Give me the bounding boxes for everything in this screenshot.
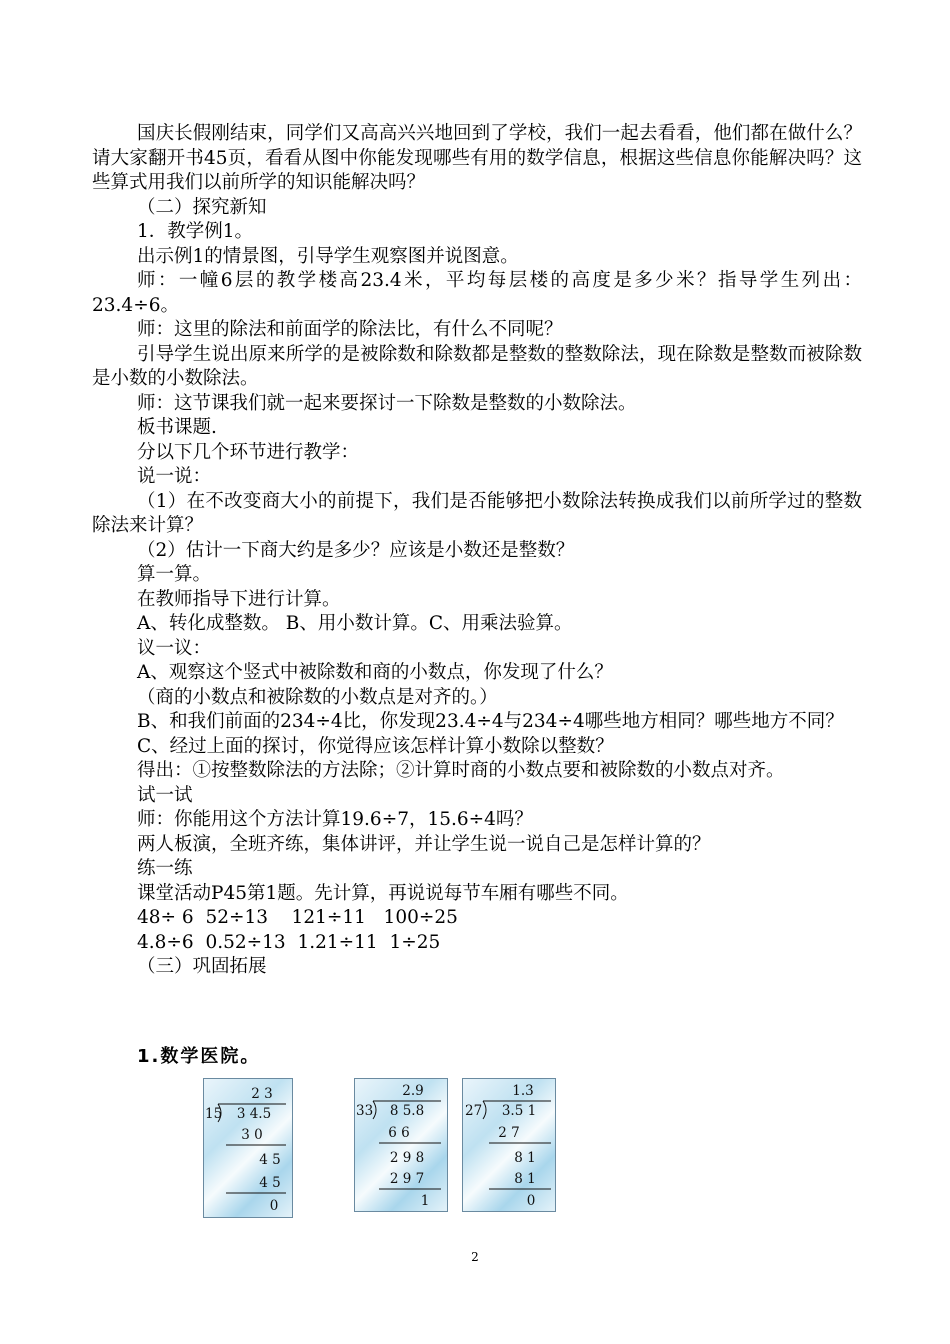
divisor: 15 [205, 1106, 223, 1122]
paragraph: 师：这里的除法和前面学的除法比，有什么不同呢？ [137, 319, 563, 340]
paragraph: A、转化成整数。 B、用小数计算。C、用乘法验算。 [137, 613, 573, 634]
paragraph: （1）在不改变商大小的前提下，我们是否能够把小数除法转换成我们以前所学过的整数除法来计算？ [92, 490, 862, 536]
step-row: 8 1 [514, 1171, 536, 1187]
paragraph: 课堂活动P45第1题。先计算，再说说每节车厢有哪些不同。 [137, 882, 629, 904]
step-row: 2 7 [498, 1125, 520, 1141]
section-heading: （二）探究新知 [137, 196, 267, 218]
step-row: 6 6 [388, 1125, 410, 1141]
divisor: 27 [465, 1103, 483, 1119]
paragraph: 师：一幢6层的教学楼高23.4米，平均每层楼的高度是多少米？指导学生列出：23.4÷6。 [92, 270, 862, 316]
body-text [92, 122, 862, 980]
paragraph: 1．教学例1。 [137, 221, 254, 242]
paragraph: 师：这节课我们就一起来要探讨一下除数是整数的小数除法。 [137, 392, 637, 414]
paragraph: 得出：①按整数除法的方法除；②计算时商的小数点要和被除数的小数点对齐。 [137, 760, 785, 781]
quotient: 2 3 [251, 1086, 273, 1102]
long-division-2 [355, 1079, 447, 1211]
division-card-2 [354, 1078, 448, 1212]
step-row: 4 5 [259, 1175, 281, 1191]
paragraph: 分以下几个环节进行教学： [137, 441, 360, 463]
paragraph: 在教师指导下进行计算。 [137, 588, 341, 610]
paragraph: 国庆长假刚结束，同学们又高高兴兴地回到了学校，我们一起去看看，他们都在做什么？请大家翻开书45页，看看从图中你能发现哪些有用的数学信息，根据这些信息你能解决吗？这些算式用我们以前所学的知识能解决吗？ [92, 123, 862, 193]
expression-line: 48÷ 6 52÷13 121÷11 100÷25 [137, 907, 458, 928]
long-division-3 [463, 1079, 555, 1211]
remainder: 1 [420, 1193, 430, 1209]
figure-title: 1.数学医院。 [137, 1046, 261, 1067]
step-row: 2 9 8 [389, 1150, 425, 1166]
paragraph: B、和我们前面的234÷4比，你发现23.4÷4与234÷4哪些地方相同？哪些地方不同？ [137, 711, 844, 732]
remainder: 0 [269, 1198, 279, 1214]
paragraph: 引导学生说出原来所学的是被除数和除数都是整数的整数除法，现在除数是整数而被除数是小数的小数除法。 [92, 343, 862, 389]
divisor: 33 [356, 1103, 374, 1119]
step-row: 2 9 7 [389, 1171, 425, 1187]
long-division-1 [204, 1079, 292, 1217]
paragraph: 师：你能用这个方法计算19.6÷7，15.6÷4吗？ [137, 809, 533, 830]
step-row: 3 0 [241, 1127, 263, 1143]
quotient: 1.3 [512, 1083, 534, 1099]
paragraph: 练一练 [137, 858, 193, 879]
paragraph: 算一算。 [137, 564, 212, 585]
paragraph: 两人板演，全班齐练，集体讲评，并让学生说一说自己是怎样计算的？ [137, 833, 711, 855]
division-card-3 [462, 1078, 556, 1212]
paragraph: 议一议： [137, 637, 212, 659]
dividend: 3.5 1 [501, 1103, 537, 1119]
paragraph: 板书课题. [137, 417, 217, 438]
expression-line: 4.8÷6 0.52÷13 1.21÷11 1÷25 [137, 931, 441, 953]
quotient: 2.9 [402, 1083, 424, 1099]
paragraph: C、经过上面的探讨，你觉得应该怎样计算小数除以整数？ [137, 735, 614, 757]
paragraph: A、观察这个竖式中被除数和商的小数点，你发现了什么？ [137, 662, 613, 683]
step-row: 4 5 [259, 1152, 281, 1168]
paragraph: （2）估计一下商大约是多少？应该是小数还是整数？ [137, 539, 575, 561]
page-number: 2 [471, 1250, 479, 1264]
paragraph: 试一试 [137, 784, 193, 806]
dividend: 3 4.5 [236, 1106, 272, 1122]
division-card-1 [203, 1078, 293, 1218]
step-row: 8 1 [514, 1150, 536, 1166]
paragraph: 出示例1的情景图，引导学生观察图并说图意。 [137, 245, 519, 267]
section-heading: （三）巩固拓展 [137, 956, 267, 977]
remainder: 0 [526, 1193, 536, 1209]
paragraph: （商的小数点和被除数的小数点是对齐的。） [137, 686, 498, 708]
dividend: 8 5.8 [389, 1103, 425, 1119]
paragraph: 说一说： [137, 466, 212, 487]
